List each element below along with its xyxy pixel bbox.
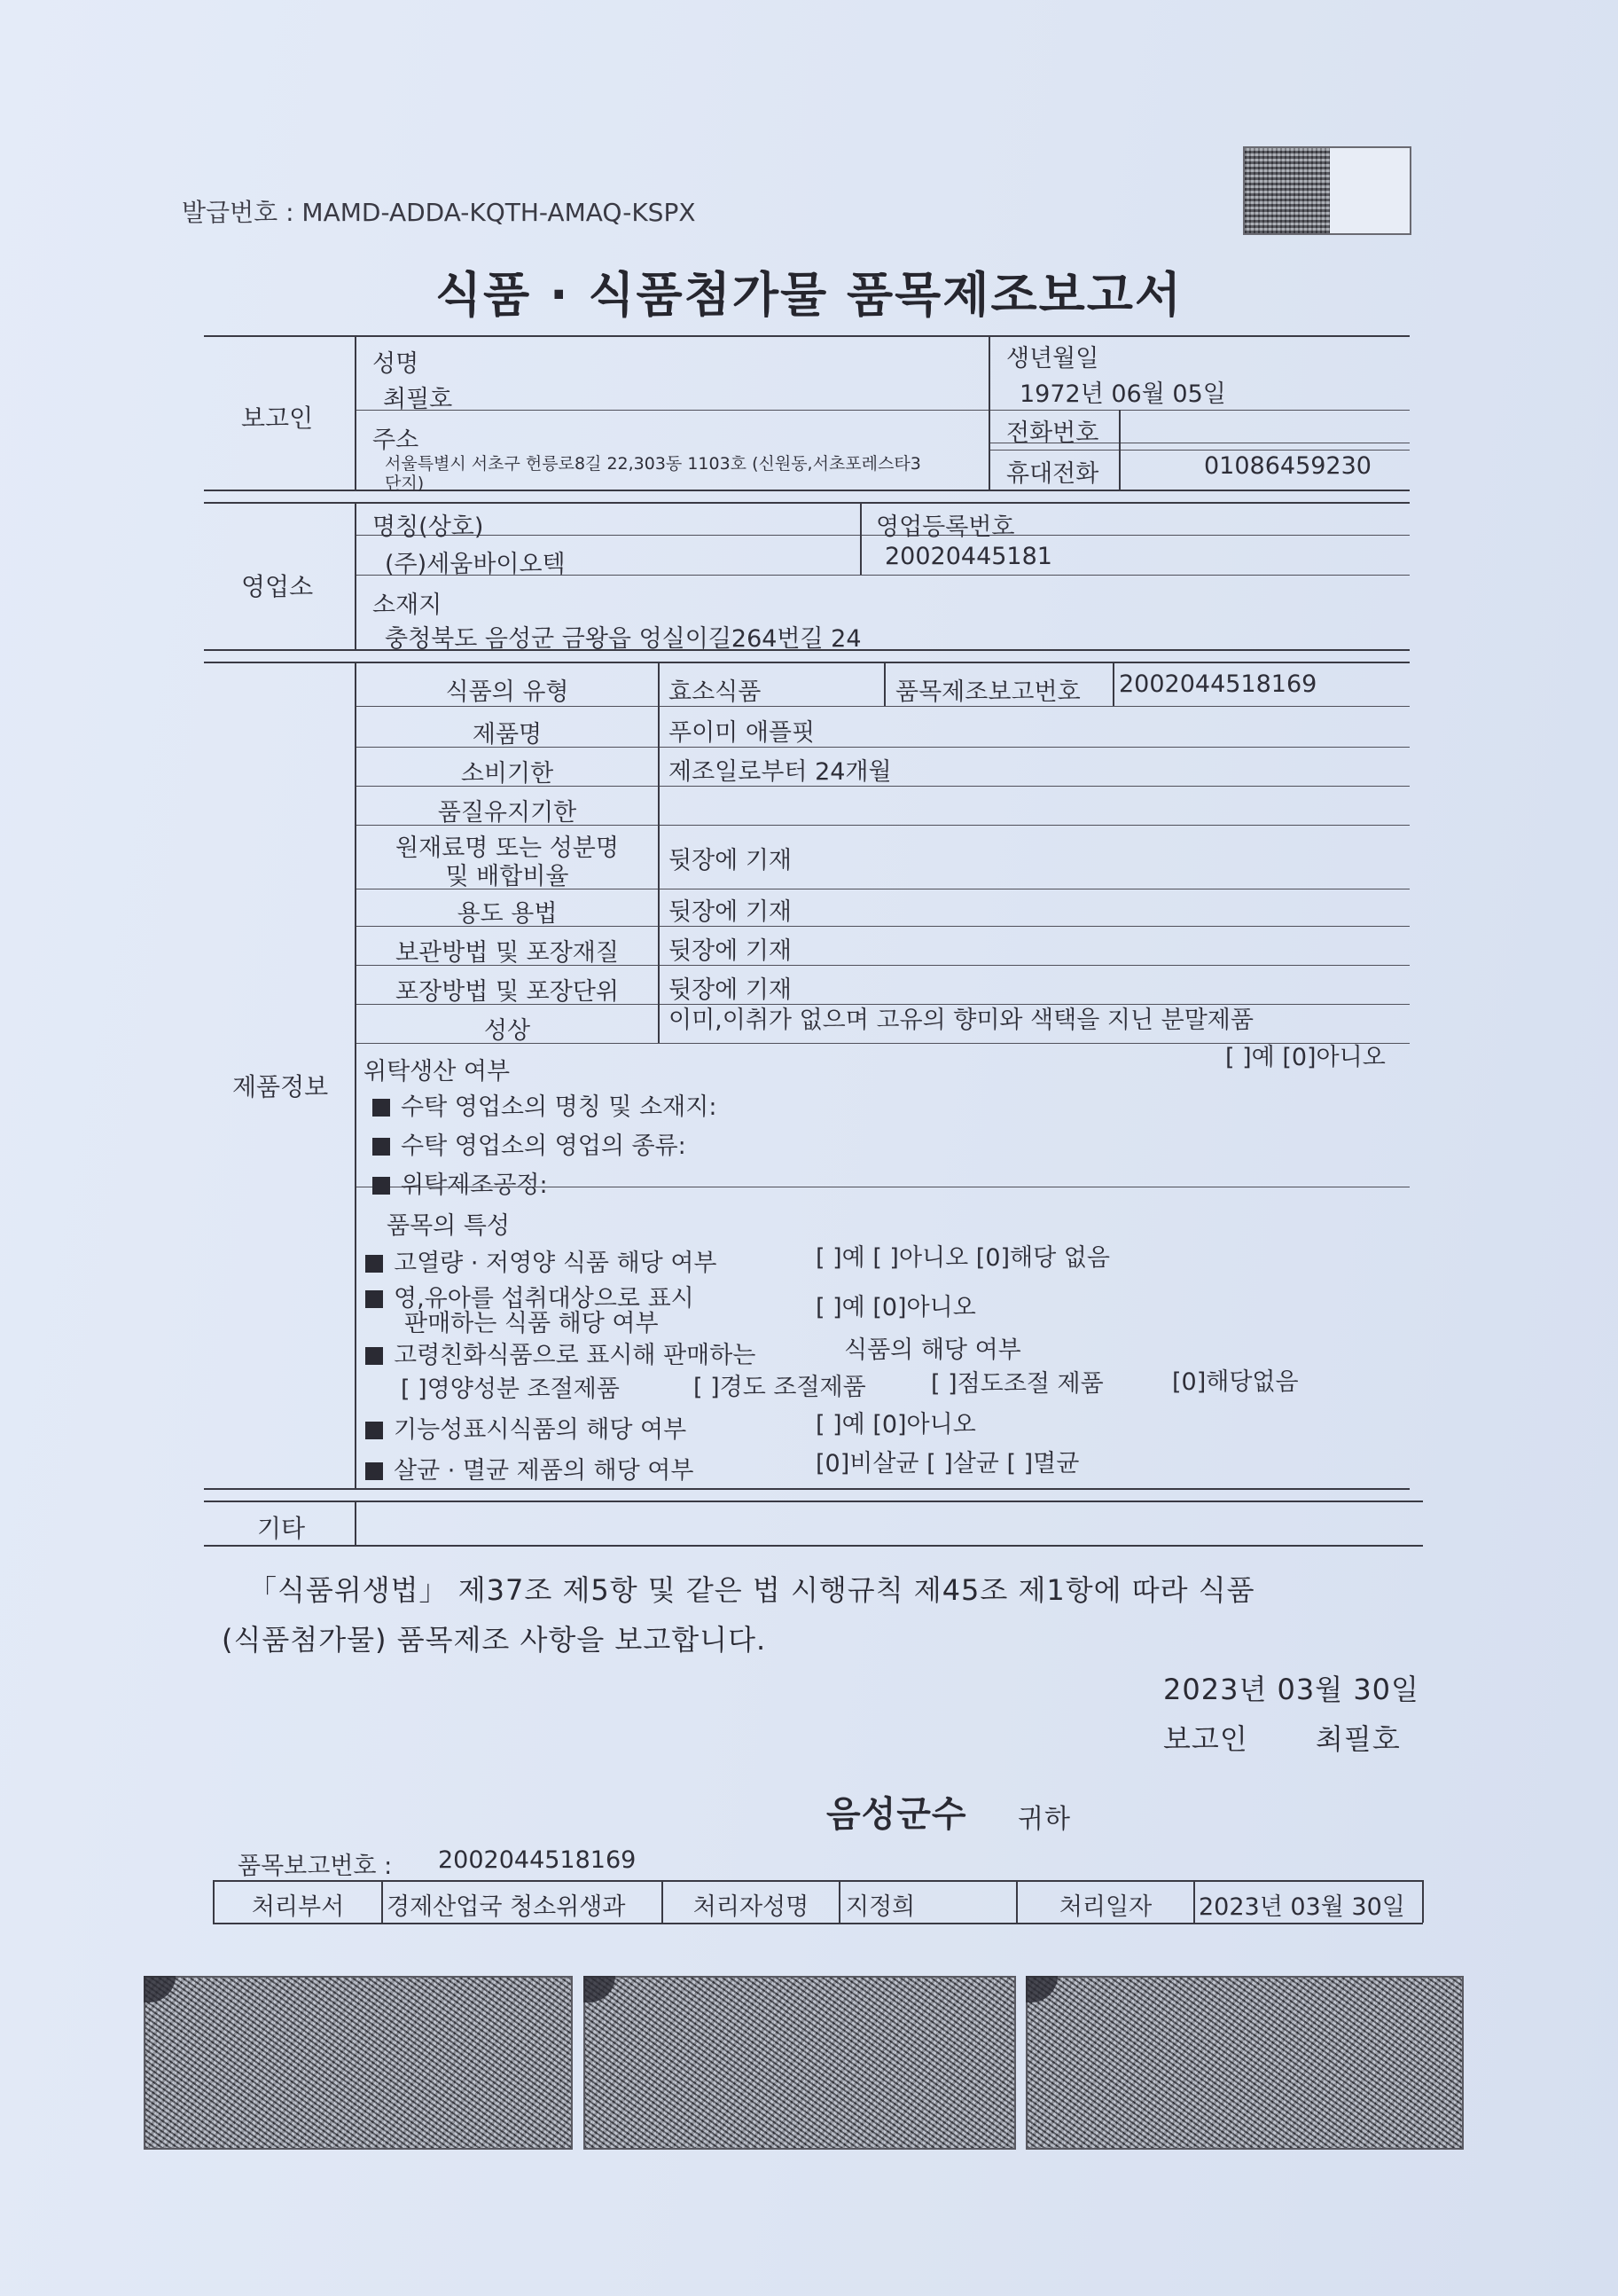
section-label-business: 영업소 [241,572,314,601]
table-border [1193,1880,1195,1923]
feature-option: [ ]경도 조절제품 [693,1374,866,1401]
section-label-product: 제품정보 [232,1072,329,1101]
table-border [381,1880,383,1923]
usage-value: 뒷장에 기재 [668,898,792,926]
table-border [839,1880,840,1923]
bullet-square-icon [372,1177,390,1195]
mobile-label: 휴대전화 [1006,460,1099,488]
signer-label: 보고인 [1163,1722,1248,1756]
table-border [860,502,862,575]
reg-number: 20020445181 [885,543,1052,570]
packing-value: 뒷장에 기재 [668,976,792,1004]
reg-number-label: 영업등록번호 [876,513,1015,541]
table-border [1113,662,1114,706]
bullet-square-icon [365,1462,383,1480]
ingredients-label-line-1: 원재료명 또는 성분명 [395,835,619,862]
table-border [355,335,356,490]
handler-value: 지정희 [846,1893,916,1921]
report-number-label: 품목제조보고번호 [895,678,1081,706]
quality-period-label: 품질유지기한 [437,799,577,827]
consignment-item-text: 수탁 영업소의 영업의 종류: [401,1132,686,1160]
expiry-value: 제조일로부터 24개월 [668,758,892,786]
ingredients-label-line-2: 및 배합비율 [445,863,569,890]
mobile-value: 01086459230 [1204,452,1372,480]
location-label: 소재지 [372,592,442,619]
processing-report-number-label: 품목보고번호 : [238,1853,393,1880]
processing-report-number: 2002044518169 [438,1846,637,1874]
feature-label: 기능성표시식품의 해당 여부 [394,1416,687,1444]
table-border [1119,410,1121,490]
table-border [355,502,356,649]
bullet-square-icon [372,1138,390,1156]
feature-label: 고령친화식품으로 표시해 판매하는 [394,1342,756,1369]
food-type-label: 식품의 유형 [445,678,569,706]
table-border [204,1488,1410,1490]
ingredients-value: 뒷장에 기재 [668,847,792,874]
verification-barcode-2 [583,1976,1016,2150]
phone-label: 전화번호 [1006,419,1099,447]
verification-barcode-3 [1026,1976,1464,2150]
table-border [204,1545,1423,1547]
address-line-1: 서울특별시 서초구 헌릉로8길 22,303동 1103호 (신원동,서초포레스타3 [385,454,921,474]
features-label: 품목의 특성 [387,1212,510,1240]
table-border [213,1880,1423,1882]
address-line-2: 단지) [385,474,425,493]
verification-barcode-1 [144,1976,573,2150]
statement-line-1: 「식품위생법」 제37조 제5항 및 같은 법 시행규칙 제45조 제1항에 따라 식품 [248,1573,1255,1607]
food-type: 효소식품 [668,678,762,706]
consignment-item [372,1126,686,1161]
storage-value: 뒷장에 기재 [668,937,792,965]
bullet-square-icon [365,1255,383,1273]
other-label: 기타 [257,1514,306,1543]
feature-label-continued: 식품의 해당 여부 [844,1336,1021,1364]
feature-label: 영,유아를 섭취대상으로 표시 [394,1285,694,1313]
feature-value: [ ]예 [0]아니오 [816,1294,976,1321]
feature-label: 살균 · 멸균 제품의 해당 여부 [394,1457,694,1485]
consignment-value: [ ]예 [0]아니오 [1225,1044,1386,1071]
feature-item [365,1451,693,1485]
dept-value: 경제산업국 청소위생과 [387,1893,626,1921]
feature-value: [0]비살균 [ ]살균 [ ]멸균 [816,1450,1080,1477]
consignment-item [372,1087,716,1122]
report-date: 2023년 03월 30일 [1163,1673,1419,1706]
statement-line-2: (식품첨가물) 품목제조 사항을 보고합니다. [222,1623,767,1657]
bullet-square-icon [365,1422,383,1439]
properties-value: 이미,이취가 없으며 고유의 향미와 색택을 지닌 분말제품 [668,1007,1254,1034]
recipient: 음성군수 [826,1794,967,1835]
feature-label: 고열량 · 저영양 식품 해당 여부 [394,1250,717,1277]
feature-option: [ ]영양성분 조절제품 [401,1375,620,1403]
table-border [355,1501,356,1545]
table-border [204,662,1410,663]
table-border [213,1923,1423,1924]
table-border [989,335,990,490]
table-border [355,410,1410,411]
address-label: 주소 [372,427,419,454]
feature-option: [ ]점도조절 제품 [931,1370,1104,1398]
table-border [204,335,1410,337]
table-border [658,662,660,1043]
table-border [204,502,1410,504]
table-border [884,662,886,706]
feature-item [365,1243,716,1278]
verification-code-image [1243,146,1411,235]
product-name: 푸이미 애플핏 [668,719,816,747]
table-border [204,1501,1423,1502]
dept-label: 처리부서 [251,1893,345,1921]
packing-label: 포장방법 및 포장단위 [395,978,619,1006]
signer-name: 최필호 [1316,1722,1401,1756]
properties-label: 성상 [483,1017,531,1045]
consignment-item-text: 위탁제조공정: [401,1172,548,1199]
handler-label: 처리자성명 [692,1893,809,1921]
business-name-label: 명칭(상호) [372,513,484,541]
consignment-item-text: 수탁 영업소의 명칭 및 소재지: [401,1093,717,1121]
issue-number: 발급번호 : MAMD-ADDA-KQTH-AMAQ-KSPX [182,198,696,227]
feature-value: [ ]예 [0]아니오 [816,1411,976,1438]
feature-option: [0]해당없음 [1172,1368,1299,1396]
recipient-honorific: 귀하 [1018,1804,1071,1835]
birth-date: 1972년 06월 05일 [1020,380,1226,408]
feature-item [365,1336,755,1370]
table-border [989,450,1410,451]
name-label: 성명 [372,350,419,378]
feature-value: [ ]예 [ ]아니오 [0]해당 없음 [816,1244,1110,1272]
bullet-square-icon [365,1290,383,1308]
usage-label: 용도 용법 [457,900,558,928]
expiry-label: 소비기한 [460,760,554,788]
birth-label: 생년월일 [1006,345,1099,372]
consignment-item [372,1165,548,1200]
storage-label: 보관방법 및 포장재질 [395,939,619,967]
feature-item [365,1410,686,1445]
table-border [1422,1880,1424,1923]
reporter-name: 최필호 [383,386,453,413]
section-label-reporter: 보고인 [241,404,314,433]
bullet-square-icon [372,1099,390,1117]
location-value: 충청북도 음성군 금왕읍 엉실이길264번길 24 [385,625,862,653]
processing-date: 2023년 03월 30일 [1199,1893,1405,1921]
product-name-label: 제품명 [472,721,543,748]
business-name: (주)세움바이오텍 [385,551,566,578]
consignment-label: 위탁생산 여부 [363,1058,511,1085]
processing-date-label: 처리일자 [1059,1893,1153,1921]
bullet-square-icon [365,1347,383,1365]
report-number: 2002044518169 [1119,670,1317,698]
feature-label-continued: 판매하는 식품 해당 여부 [404,1310,659,1337]
document-title: 식품 · 식품첨가물 품목제조보고서 [434,267,1184,323]
